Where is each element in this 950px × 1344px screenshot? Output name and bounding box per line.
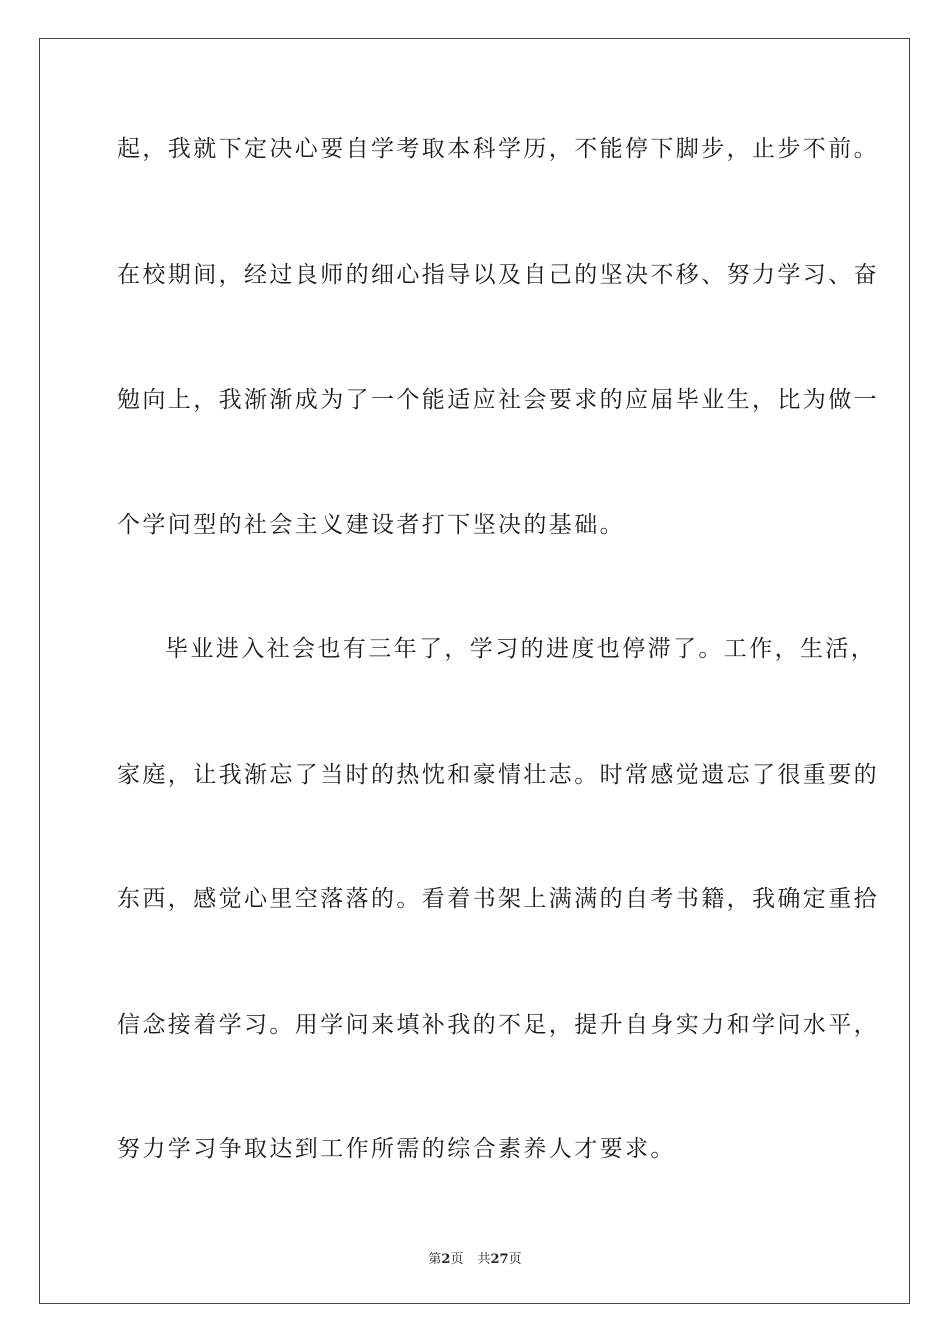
- body-text-line: 在校期间，经过良师的细心指导以及自己的坚决不移、努力学习、奋: [117, 262, 879, 288]
- body-text-line: 家庭，让我渐忘了当时的热忱和豪情壮志。时常感觉遗忘了很重要的: [117, 762, 879, 788]
- total-prefix: 共: [477, 1252, 491, 1267]
- page-border: [39, 38, 910, 1304]
- page-suffix: 页: [450, 1252, 464, 1267]
- body-text-line: 努力学习争取达到工作所需的综合素养人才要求。: [117, 1136, 676, 1162]
- page-footer: [0, 1248, 950, 1267]
- total-pages: 27: [490, 1252, 509, 1267]
- page-number: 2: [441, 1252, 451, 1267]
- body-text-line: 勉向上，我渐渐成为了一个能适应社会要求的应届毕业生，比为做一: [117, 387, 879, 413]
- body-text-line: 起，我就下定决心要自学考取本科学历，不能停下脚步，止步不前。: [117, 136, 879, 162]
- total-pages-indicator: [477, 1248, 521, 1267]
- page-indicator: [428, 1248, 463, 1267]
- body-text-line: 信念接着学习。用学问来填补我的不足，提升自身实力和学问水平，: [117, 1012, 879, 1038]
- paragraph-first-line: 毕业进入社会也有三年了，学习的进度也停滞了。工作，生活，: [165, 636, 877, 662]
- total-suffix: 页: [508, 1252, 522, 1267]
- body-text-line: 个学问型的社会主义建设者打下坚决的基础。: [117, 512, 625, 538]
- page-prefix: 第: [428, 1252, 442, 1267]
- body-text-line: 东西，感觉心里空落落的。看着书架上满满的自考书籍，我确定重拾: [117, 886, 879, 912]
